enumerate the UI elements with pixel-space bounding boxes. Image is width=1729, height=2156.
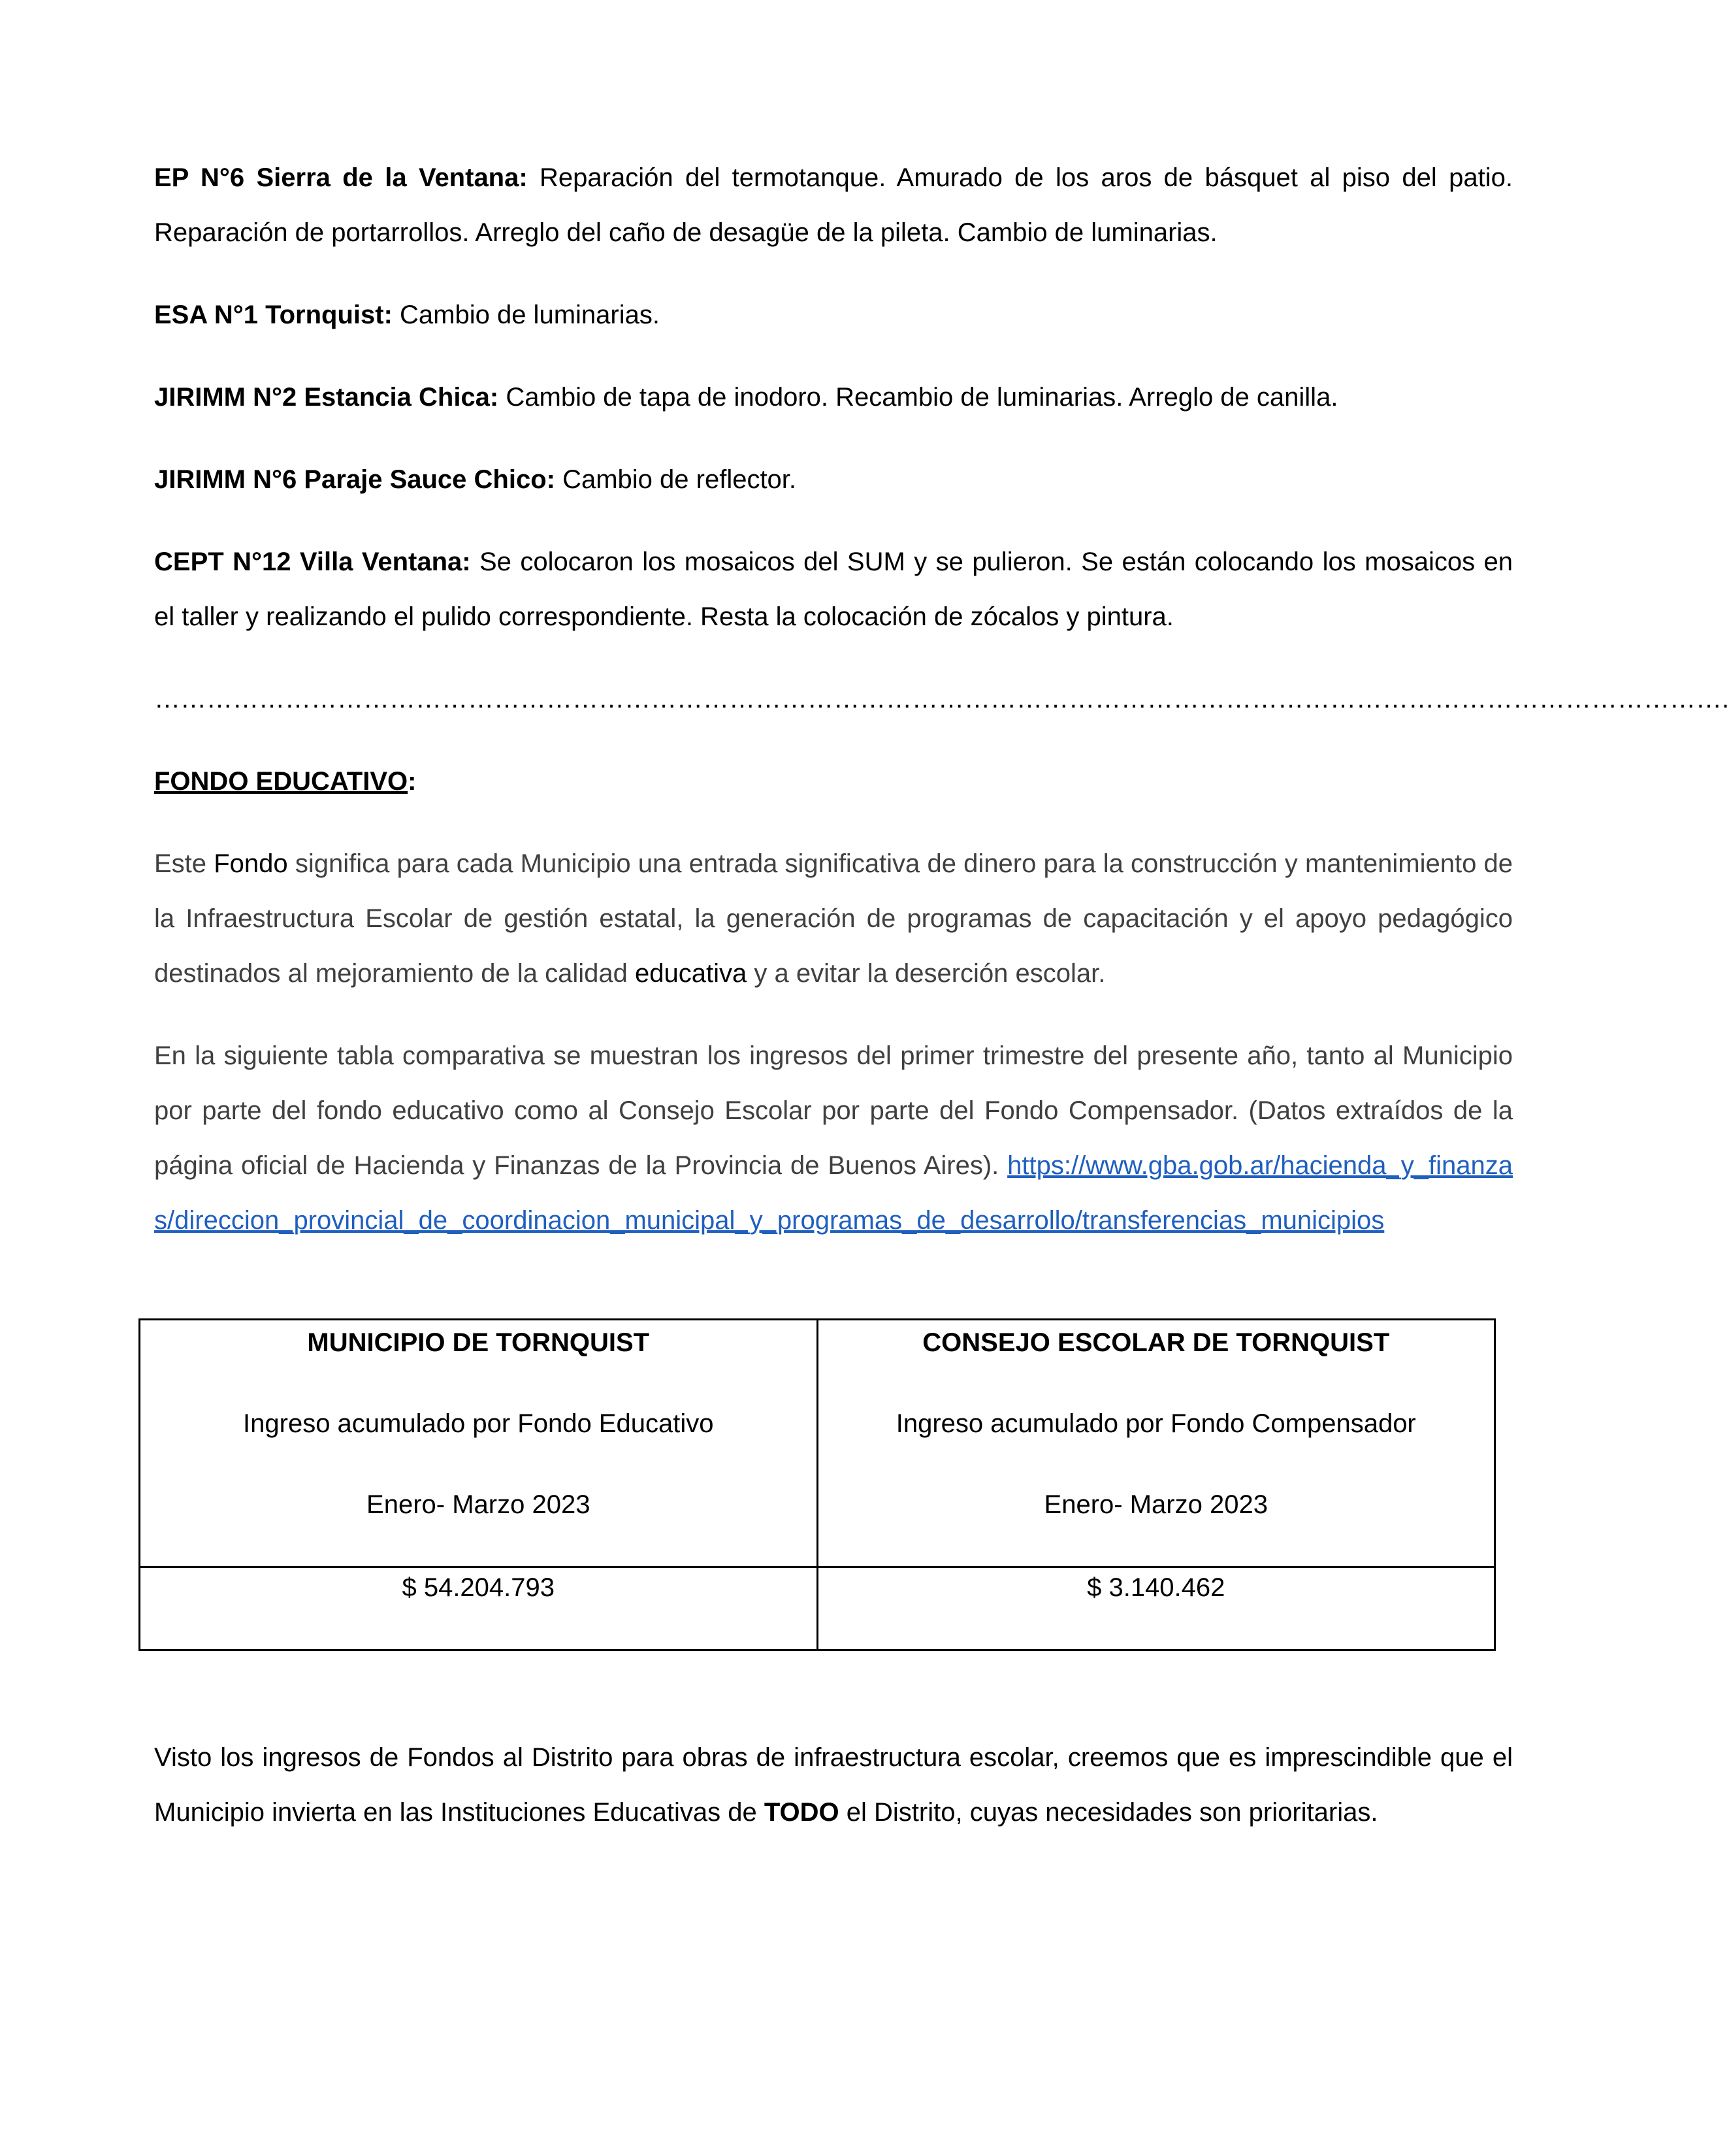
item-jirimm2 bbox=[154, 370, 1513, 425]
header-cell-consejo bbox=[817, 1320, 1495, 1567]
item-ep6-name: EP N°6 Sierra de la Ventana: bbox=[154, 163, 528, 192]
source-link[interactable]: https://www.gba.gob.ar/hacienda_y_finanzas/direccion_provincial_de_coordinacion_municipal_y_programas_de_desarrollo/transferencias_municipios bbox=[154, 1151, 1513, 1235]
header-period: Enero- Marzo 2023 bbox=[1044, 1490, 1268, 1519]
fondo-p1-part3: y a evitar la deserción escolar. bbox=[747, 959, 1106, 988]
item-jirimm2-text: Cambio de tapa de inodoro. Recambio de luminarias. Arreglo de canilla. bbox=[498, 383, 1338, 412]
fondo-p1-part1: Este bbox=[154, 849, 214, 878]
item-cept12 bbox=[154, 534, 1513, 644]
header-subtitle: Ingreso acumulado por Fondo Compensador bbox=[896, 1409, 1416, 1438]
item-cept12-text: Se colocaron los mosaicos del SUM y se pulieron. Se están colocando los mosaicos en el taller y realizando el pulido correspondiente. Resta la colocación de zócalos y pintura. bbox=[154, 547, 1513, 631]
section-heading-colon: : bbox=[408, 767, 417, 796]
dotted-separator: ………………………………………………………………………………………………………………………………………………………………. bbox=[154, 685, 1729, 713]
header-cell-municipio bbox=[140, 1320, 818, 1567]
table-header-row bbox=[140, 1320, 1495, 1567]
fondo-p1-word1: Fondo bbox=[214, 849, 288, 878]
item-jirimm6 bbox=[154, 452, 1513, 507]
comparison-table bbox=[138, 1318, 1496, 1651]
item-esa1-name: ESA N°1 Tornquist: bbox=[154, 301, 393, 329]
item-jirimm6-name: JIRIMM N°6 Paraje Sauce Chico: bbox=[154, 465, 555, 494]
header-period: Enero- Marzo 2023 bbox=[366, 1490, 590, 1519]
document-body bbox=[154, 150, 1729, 1248]
fondo-paragraph-1 bbox=[154, 836, 1513, 1001]
item-esa1 bbox=[154, 287, 1513, 342]
item-esa1-text: Cambio de luminarias. bbox=[392, 301, 660, 329]
header-title: MUNICIPIO DE TORNQUIST bbox=[307, 1328, 650, 1357]
header-subtitle: Ingreso acumulado por Fondo Educativo bbox=[243, 1409, 714, 1438]
item-ep6-text: Reparación del termotanque. Amurado de los aros de básquet al piso del patio. Reparación de portarrollos. Arreglo del caño de desagüe de la pileta. Cambio de luminarias. bbox=[154, 163, 1513, 247]
value-cell-municipio: $ 54.204.793 bbox=[140, 1567, 818, 1650]
item-cept12-name: CEPT N°12 Villa Ventana: bbox=[154, 547, 471, 576]
section-heading bbox=[154, 754, 1513, 809]
closing-bold: TODO bbox=[764, 1798, 839, 1827]
fondo-p1-word2: educativa bbox=[635, 959, 747, 988]
table-row bbox=[140, 1567, 1495, 1650]
fondo-paragraph-2 bbox=[154, 1028, 1513, 1248]
header-title: CONSEJO ESCOLAR DE TORNQUIST bbox=[922, 1328, 1390, 1357]
section-heading-text: FONDO EDUCATIVO bbox=[154, 767, 408, 796]
fondo-p2-text: En la siguiente tabla comparativa se muestran los ingresos del primer trimestre del presente año, tanto al Municipio por parte del fondo educativo como al Consejo Escolar por parte del Fondo Compensador. (Datos extraídos de la página oficial de Hacienda y Finanzas de la Provincia de Buenos Aires). bbox=[154, 1041, 1513, 1180]
item-jirimm2-name: JIRIMM N°2 Estancia Chica: bbox=[154, 383, 499, 412]
closing-section bbox=[154, 1730, 1513, 1840]
item-jirimm6-text: Cambio de reflector. bbox=[555, 465, 797, 494]
closing-paragraph bbox=[154, 1730, 1513, 1840]
item-ep6 bbox=[154, 150, 1513, 260]
fondo-p1-part2: significa para cada Municipio una entrada significativa de dinero para la construcción y mantenimiento de la Infraestructura Escolar de gestión estatal, la generación de programas de capacitación y el apoyo pedagógico destinados al mejoramiento de la calidad bbox=[154, 849, 1513, 988]
closing-part1: Visto los ingresos de Fondos al Distrito para obras de infraestructura escolar, creemos que es imprescindible que el Municipio invierta en las Instituciones Educativas de bbox=[154, 1743, 1513, 1827]
value-cell-consejo: $ 3.140.462 bbox=[817, 1567, 1495, 1650]
closing-part2: el Distrito, cuyas necesidades son prioritarias. bbox=[839, 1798, 1378, 1827]
